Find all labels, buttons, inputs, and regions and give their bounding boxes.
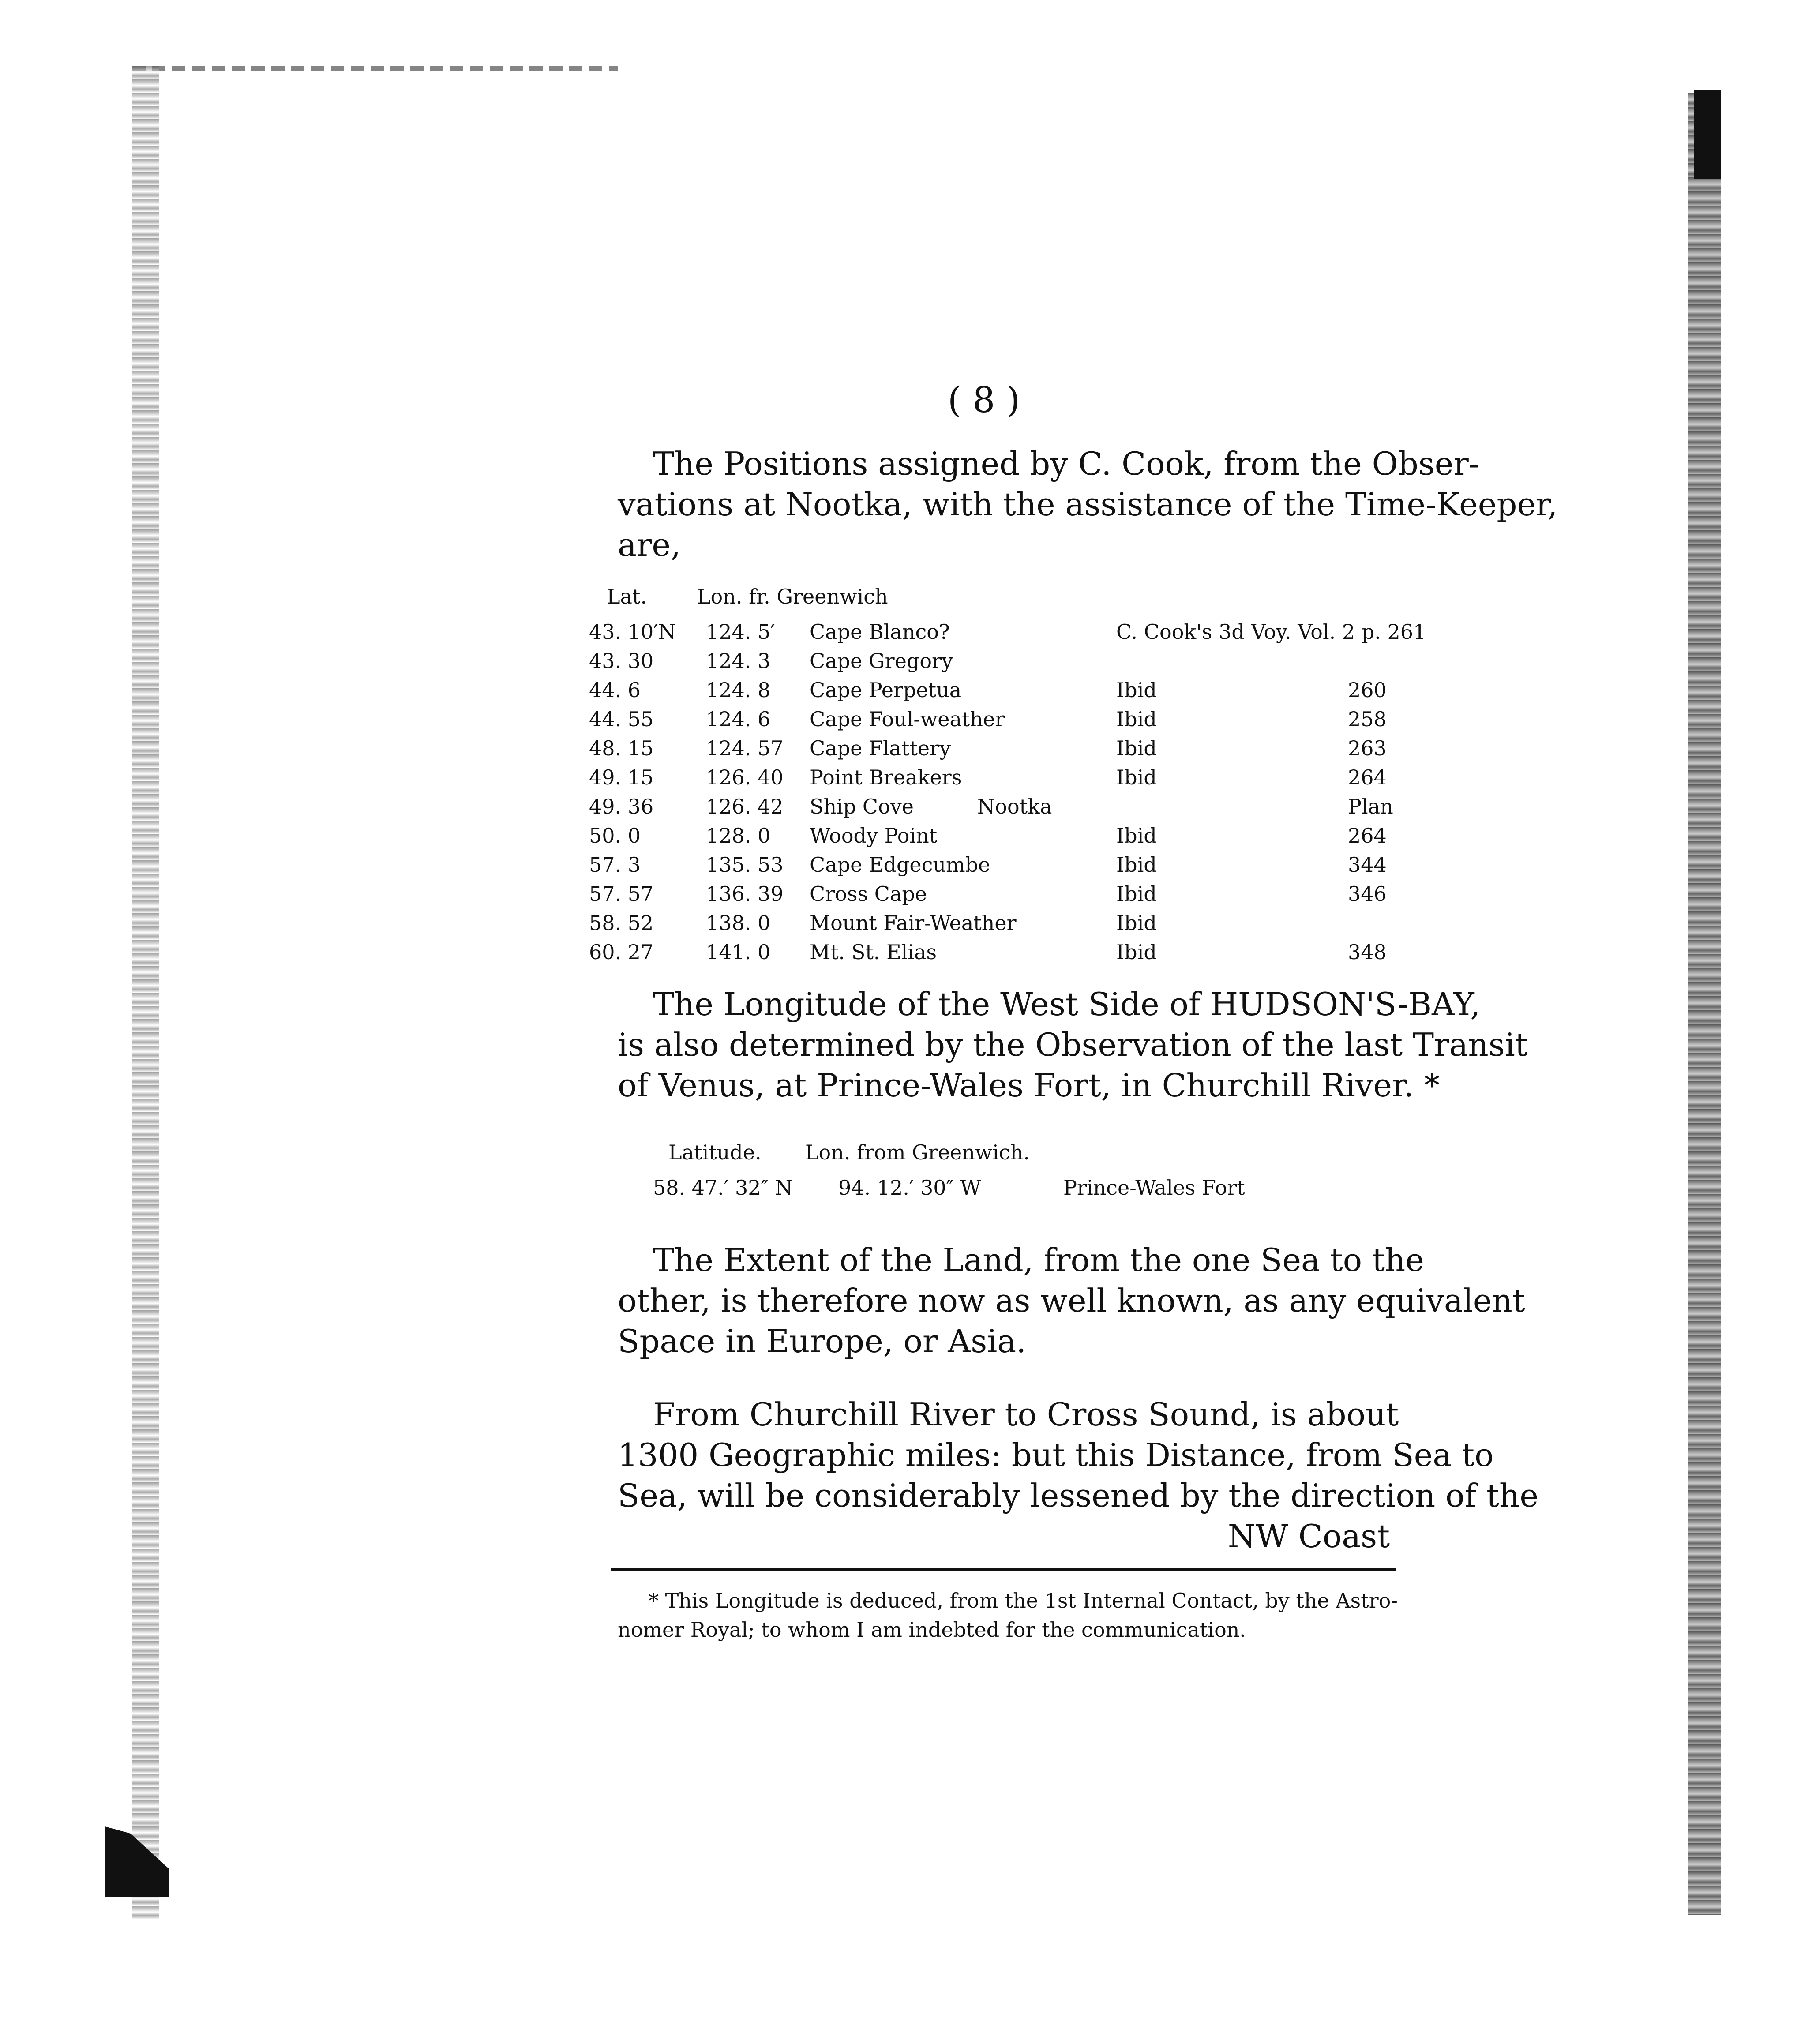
row-source: Ibid — [1116, 736, 1157, 760]
row-page: 264 — [1348, 824, 1387, 848]
table-row — [589, 821, 1405, 851]
footnote-line: * This Longitude is deduced, from the 1st Internal Contact, by the Astro- — [649, 1589, 1398, 1613]
positions-table — [589, 582, 1426, 967]
row-source: Ibid — [1116, 824, 1157, 848]
row-page: 264 — [1348, 765, 1387, 789]
row-lat: 49. 15 — [589, 765, 654, 789]
footnote-line: nomer Royal; to whom I am indebted for the communication. — [618, 1618, 1246, 1642]
scan-edge-top — [132, 66, 618, 71]
row-lon: 124. 3 — [706, 649, 771, 673]
row-lon: 141. 0 — [706, 940, 771, 964]
extent-line: The Extent of the Land, from the one Sea to the — [653, 1241, 1424, 1279]
table-row — [589, 734, 1405, 763]
row-place: Woody Point — [810, 824, 938, 848]
row-place: Cape Foul-weather — [810, 707, 1005, 731]
row-page: 344 — [1348, 853, 1387, 877]
intro-line: are, — [618, 526, 681, 563]
footnote-rule — [611, 1568, 1396, 1571]
row-page: 348 — [1348, 940, 1387, 964]
row-lon: 136. 39 — [706, 882, 784, 906]
row-lat: 57. 3 — [589, 853, 641, 877]
row-lat: 50. 0 — [589, 824, 641, 848]
table-row — [589, 851, 1405, 880]
table-row — [589, 880, 1405, 909]
row-page: 258 — [1348, 707, 1387, 731]
table-row — [589, 792, 1405, 821]
row-source: Ibid — [1116, 940, 1157, 964]
churchill-header-lat: Latitude. — [668, 1140, 762, 1164]
row-source: Ibid — [1116, 882, 1157, 906]
scan-edge-left — [132, 66, 159, 1919]
row-lon: 124. 57 — [706, 736, 784, 760]
churchill-lat: 58. 47.′ 32″ N — [653, 1176, 793, 1200]
distance-paragraph — [618, 1394, 1538, 1556]
intro-line: The Positions assigned by C. Cook, from the Obser- — [653, 445, 1480, 482]
scan-edge-right-corner — [1694, 90, 1721, 179]
row-lat: 60. 27 — [589, 940, 654, 964]
extent-paragraph — [618, 1240, 1525, 1361]
header-lon: Lon. fr. Greenwich — [697, 585, 888, 608]
intro-line: vations at Nootka, with the assistance of the Time-Keeper, — [618, 486, 1558, 523]
row-lon: 124. 8 — [706, 678, 771, 702]
table-row — [589, 705, 1405, 734]
row-page: 263 — [1348, 736, 1387, 760]
row-lat: 43. 30 — [589, 649, 654, 673]
row-lon: 126. 40 — [706, 765, 784, 789]
row-source: Ibid — [1116, 853, 1157, 877]
row-lat: 58. 52 — [589, 911, 654, 935]
header-lat: Lat. — [607, 585, 647, 608]
row-source: C. Cook's 3d Voy. Vol. 2 p. 261 — [1116, 620, 1426, 644]
hudson-paragraph — [618, 984, 1528, 1106]
row-source: Ibid — [1116, 911, 1157, 935]
row-lon: 138. 0 — [706, 911, 771, 935]
row-page: 260 — [1348, 678, 1387, 702]
distance-line: 1300 Geographic miles: but this Distance, from Sea to — [618, 1436, 1494, 1474]
positions-table-header — [589, 582, 1405, 618]
row-place: Cape Edgecumbe — [810, 853, 990, 877]
row-lat: 44. 6 — [589, 678, 641, 702]
scan-edge-right — [1688, 93, 1721, 1915]
row-lon: 135. 53 — [706, 853, 784, 877]
intro-paragraph — [618, 443, 1558, 565]
row-page: 346 — [1348, 882, 1387, 906]
row-place: Ship Cove — [810, 795, 914, 818]
row-lon: 124. 5′ — [706, 620, 775, 644]
table-row — [589, 676, 1405, 705]
distance-line: Sea, will be considerably lessened by the direction of the — [618, 1477, 1538, 1514]
extent-line: other, is therefore now as well known, as any equivalent — [618, 1282, 1525, 1319]
catchword: NW Coast — [1227, 1518, 1390, 1555]
table-row — [589, 763, 1405, 792]
row-place: Cape Gregory — [810, 649, 953, 673]
row-place: Mt. St. Elias — [810, 940, 937, 964]
row-place: Cape Blanco? — [810, 620, 950, 644]
row-source: Ibid — [1116, 678, 1157, 702]
churchill-lon: 94. 12.′ 30″ W — [838, 1176, 981, 1200]
row-lon: 126. 42 — [706, 795, 784, 818]
row-place: Point Breakers — [810, 765, 962, 789]
table-row — [589, 938, 1405, 967]
row-lat: 48. 15 — [589, 736, 654, 760]
row-lat: 44. 55 — [589, 707, 654, 731]
extent-line: Space in Europe, or Asia. — [618, 1323, 1027, 1360]
table-row — [589, 647, 1405, 676]
row-lon: 128. 0 — [706, 824, 771, 848]
hudson-line: The Longitude of the West Side of HUDSON'S-BAY, — [653, 986, 1481, 1023]
distance-line: From Churchill River to Cross Sound, is about — [653, 1396, 1399, 1433]
row-lat: 49. 36 — [589, 795, 654, 818]
churchill-header-lon: Lon. from Greenwich. — [805, 1140, 1030, 1164]
row-page: Plan — [1348, 795, 1393, 818]
hudson-line: is also determined by the Observation of the last Transit — [618, 1026, 1528, 1063]
row-place: Mount Fair-Weather — [810, 911, 1017, 935]
table-row — [589, 909, 1405, 938]
row-group: Nootka — [977, 795, 1052, 818]
table-row — [589, 618, 1426, 647]
hudson-line: of Venus, at Prince-Wales Fort, in Churchill River. * — [618, 1067, 1440, 1104]
page-number: ( 8 ) — [947, 379, 1020, 420]
row-place: Cape Flattery — [810, 736, 951, 760]
footnote — [618, 1586, 1398, 1644]
row-place: Cross Cape — [810, 882, 927, 906]
row-source: Ibid — [1116, 765, 1157, 789]
positions-table-body — [589, 618, 1426, 967]
row-lat: 57. 57 — [589, 882, 654, 906]
churchill-place: Prince-Wales Fort — [1063, 1176, 1245, 1200]
row-source: Ibid — [1116, 707, 1157, 731]
row-lon: 124. 6 — [706, 707, 771, 731]
row-place: Cape Perpetua — [810, 678, 962, 702]
row-lat: 43. 10′N — [589, 620, 676, 644]
